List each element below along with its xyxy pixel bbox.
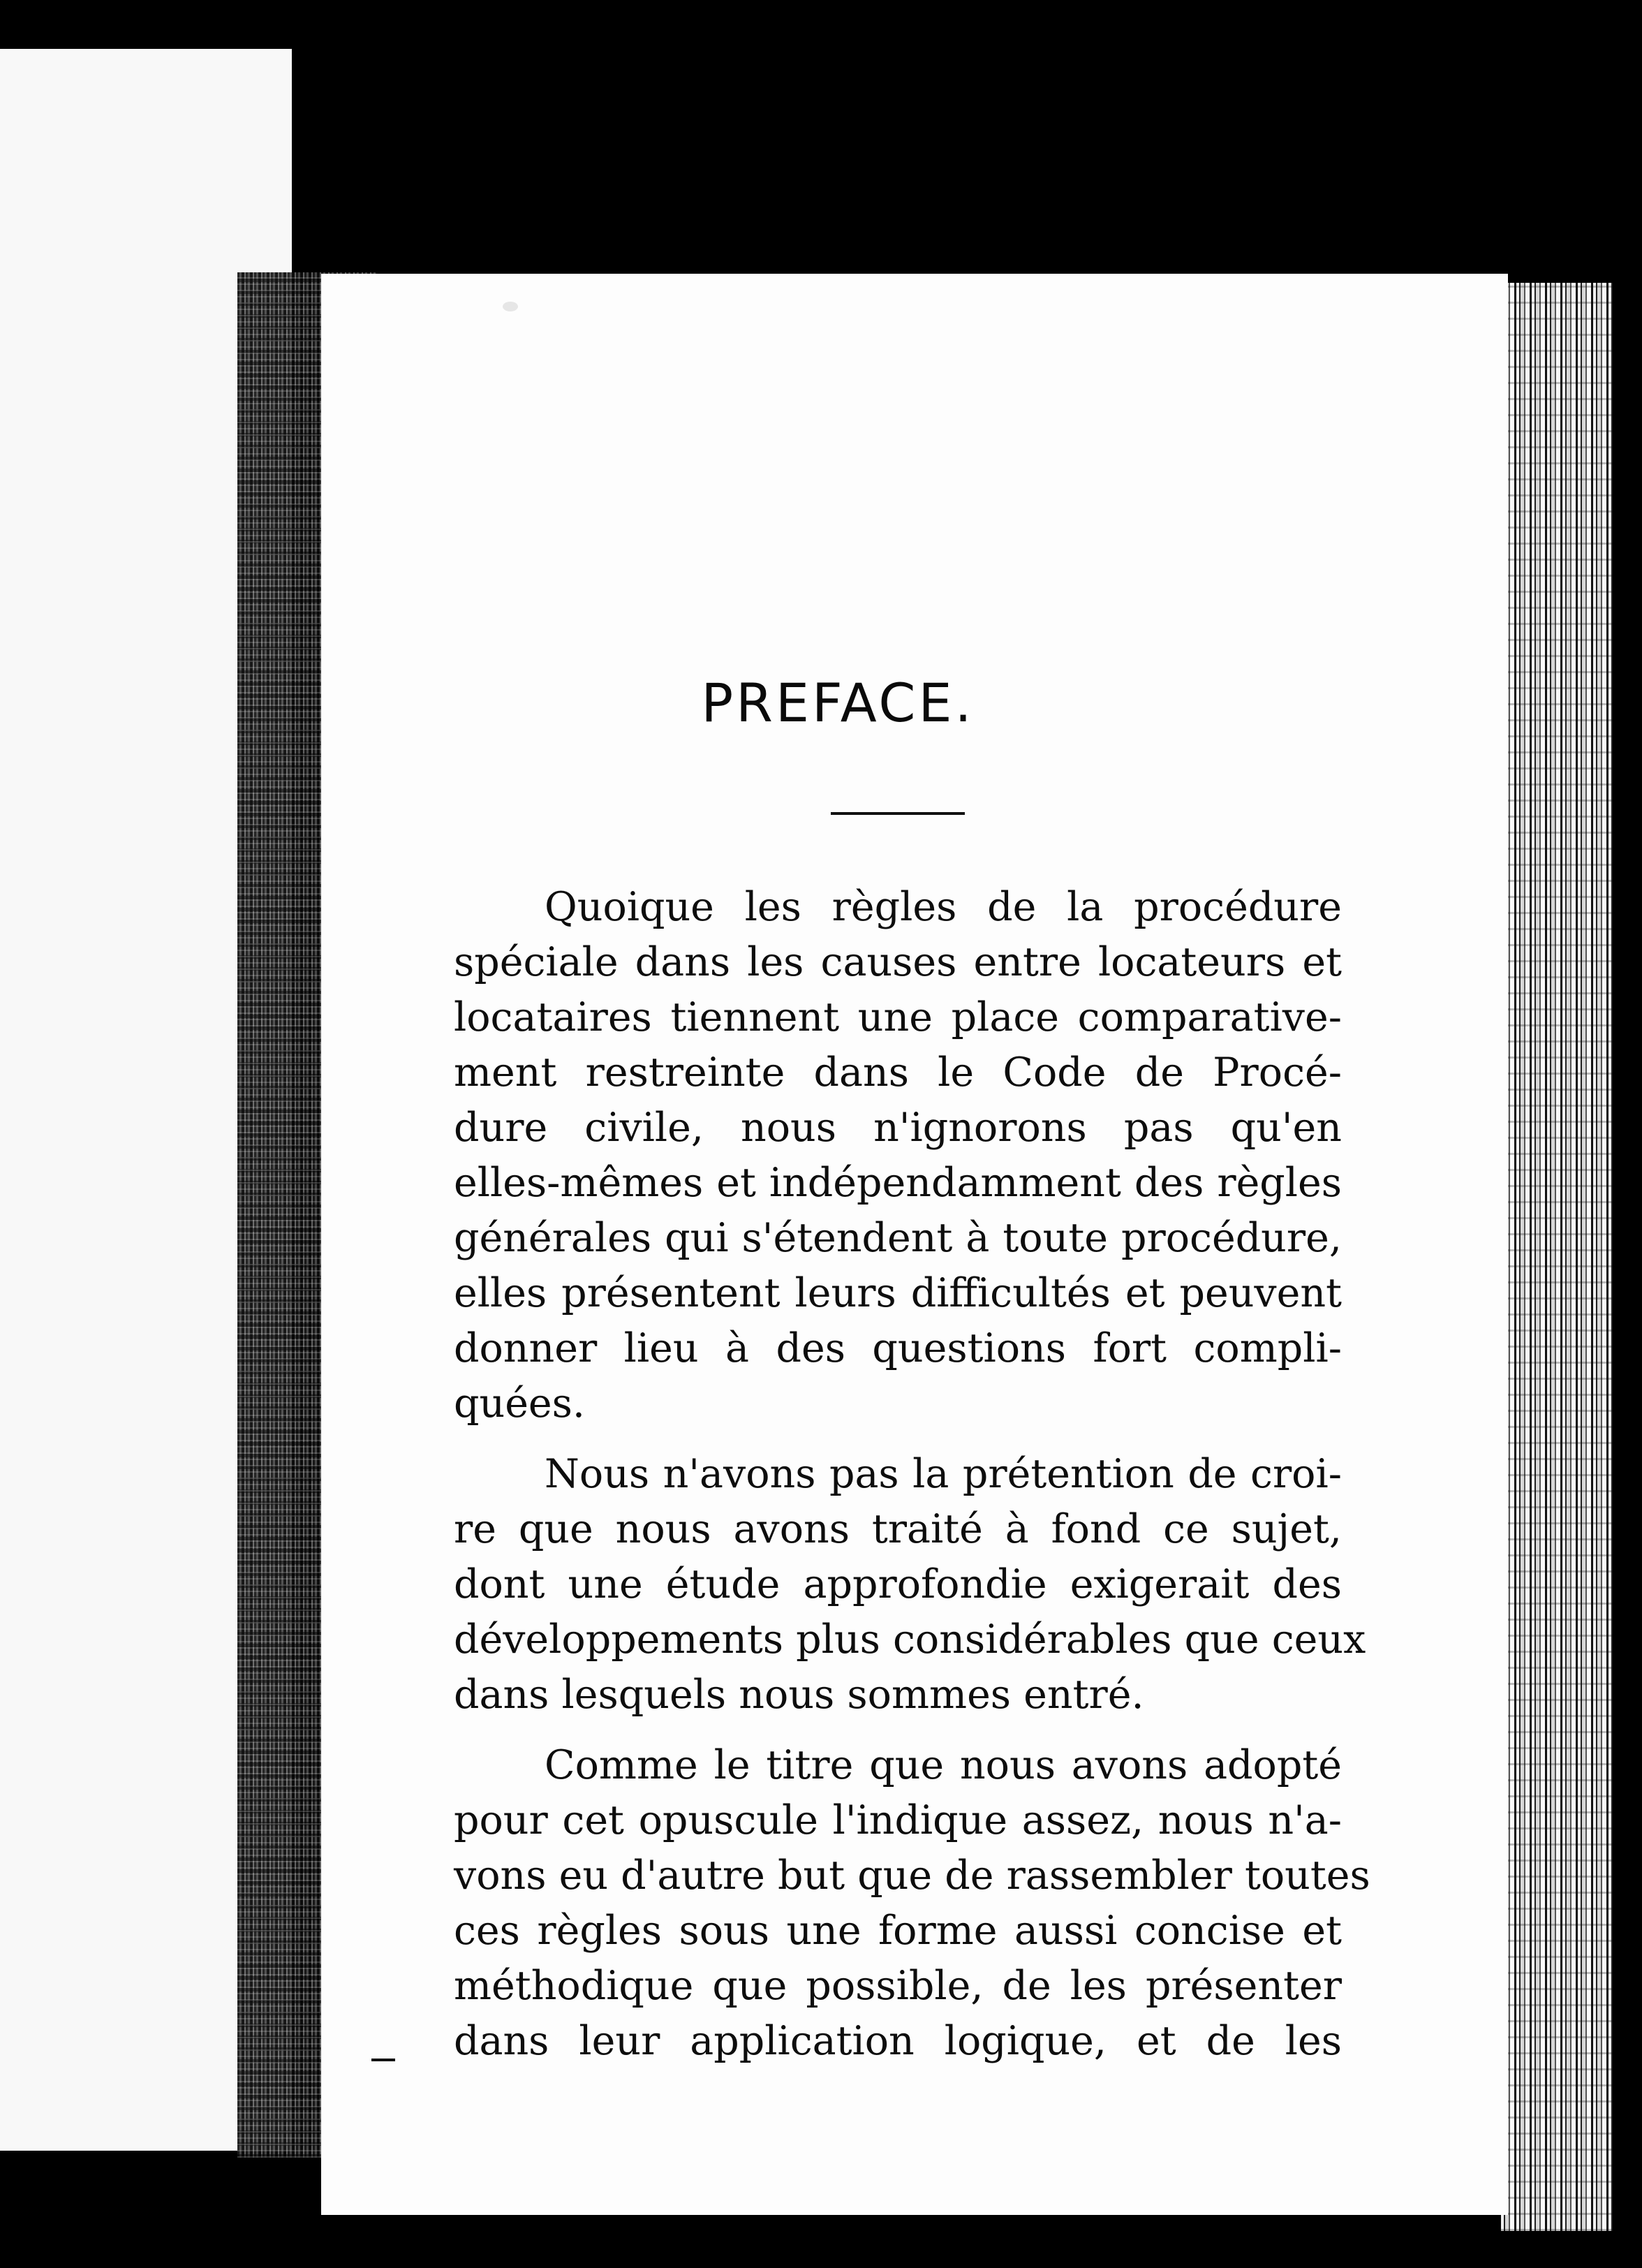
text-line: développements plus considérables que ceux — [454, 1617, 1366, 1663]
text-line: dans lesquels nous sommes entré. — [454, 1672, 1144, 1718]
text-line: re que nous avons traité à fond ce sujet, — [454, 1506, 1342, 1552]
paragraph-2 — [454, 1447, 1366, 1723]
text-line: elles-mêmes et indépendamment des règles — [454, 1160, 1342, 1206]
page-title: PREFACE. — [701, 672, 975, 734]
text-line: spéciale dans les causes entre locateurs et — [454, 939, 1342, 985]
text-line: quées. — [454, 1380, 586, 1427]
text-line: pour cet opuscule l'indique assez, nous n'a- — [454, 1797, 1342, 1843]
text-line: ces règles sous une forme aussi concise et — [454, 1908, 1342, 1954]
text-line: dure civile, nous n'ignorons pas qu'en — [454, 1105, 1342, 1151]
body-text — [454, 880, 1370, 2084]
title-rule — [831, 812, 965, 815]
text-line: dont une étude approfondie exigerait des — [454, 1561, 1342, 1607]
text-line: donner lieu à des questions fort compli- — [454, 1325, 1342, 1371]
text-line: locataires tiennent une place comparative- — [454, 994, 1342, 1040]
paragraph-1 — [454, 880, 1342, 1431]
text-line: méthodique que possible, de les présenter — [454, 1963, 1342, 2009]
paragraph-3 — [454, 1738, 1370, 2069]
margin-mark — [371, 2059, 395, 2061]
text-line: Comme le titre que nous avons adopté — [545, 1742, 1342, 1788]
text-line: dans leur application logique, et de les — [454, 2018, 1342, 2064]
text-line: vons eu d'autre but que de rassembler toutes — [454, 1853, 1370, 1899]
text-line: ment restreinte dans le Code de Procé- — [454, 1050, 1342, 1096]
text-line: elles présentent leurs difficultés et peuvent — [454, 1270, 1342, 1316]
text-line: Quoique les règles de la procédure — [545, 884, 1342, 930]
text-line: Nous n'avons pas la prétention de croi- — [545, 1451, 1342, 1497]
text-line: générales qui s'étendent à toute procédure, — [454, 1215, 1342, 1261]
page-edge — [1501, 283, 1613, 2231]
